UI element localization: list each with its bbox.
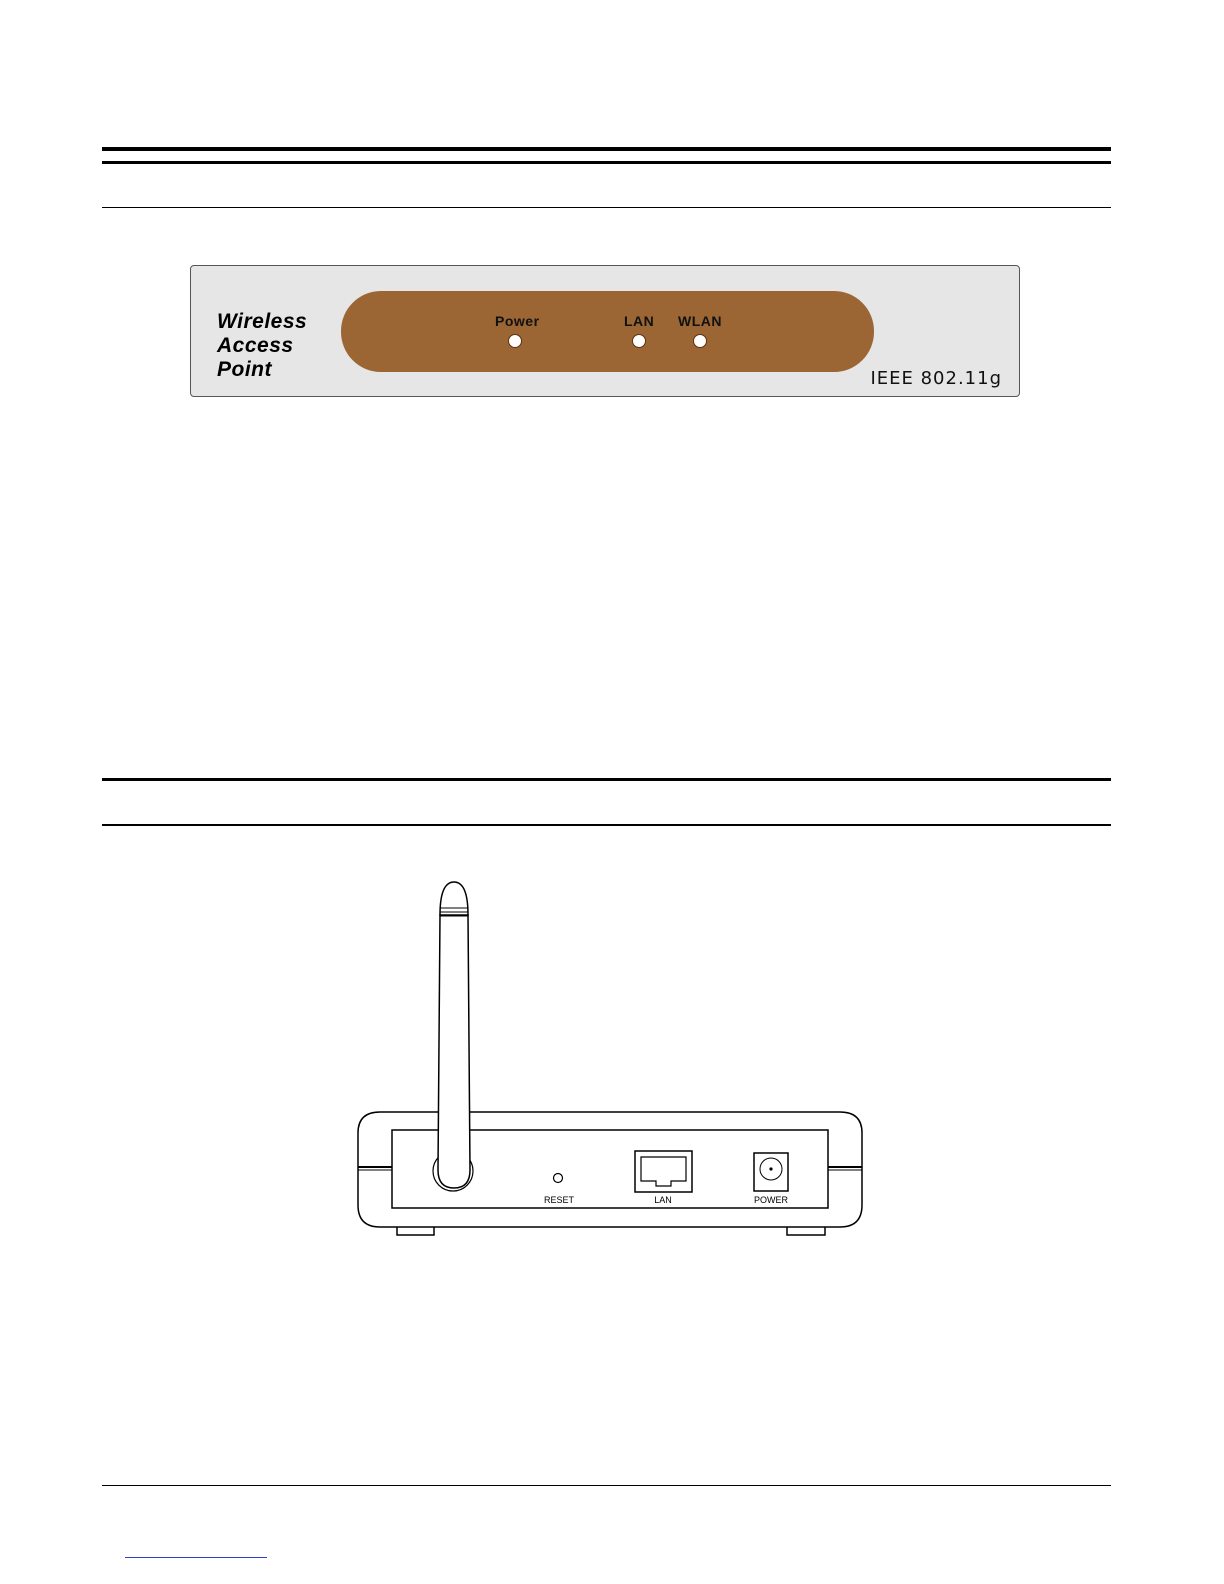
- header-rule-thick: [102, 147, 1111, 151]
- power-led-icon: [508, 334, 522, 348]
- footer-link-underline: [125, 1557, 267, 1558]
- device-brand-text: [217, 310, 307, 382]
- header-rule-thin: [102, 161, 1111, 164]
- brand-line: Point: [217, 358, 272, 381]
- front-panel-illustration: [190, 265, 1020, 397]
- led-indicator-bar: [341, 291, 874, 372]
- footer-rule: [102, 1485, 1111, 1486]
- led-label-wlan: WLAN: [678, 313, 722, 329]
- brand-line: Wireless: [217, 310, 308, 333]
- antenna-tip: [440, 882, 468, 915]
- reset-button-icon: [554, 1174, 563, 1183]
- section-rule-thick: [102, 778, 1111, 781]
- brand-line: Access: [217, 334, 294, 357]
- led-label-lan: LAN: [624, 313, 655, 329]
- ieee-standard-label: IEEE 802.11g: [870, 368, 1002, 389]
- lan-port-label: LAN: [654, 1195, 672, 1205]
- rear-panel-illustration: [340, 870, 880, 1250]
- section-title-underline-2: [102, 824, 1111, 826]
- antenna-icon: [438, 915, 470, 1188]
- reset-label: RESET: [543, 1195, 575, 1205]
- wlan-led-icon: [693, 334, 707, 348]
- power-port-label: POWER: [753, 1195, 789, 1205]
- section-title-underline: [102, 207, 1111, 208]
- lan-led-icon: [632, 334, 646, 348]
- led-label-power: Power: [495, 313, 540, 329]
- power-jack-pin: [769, 1167, 772, 1170]
